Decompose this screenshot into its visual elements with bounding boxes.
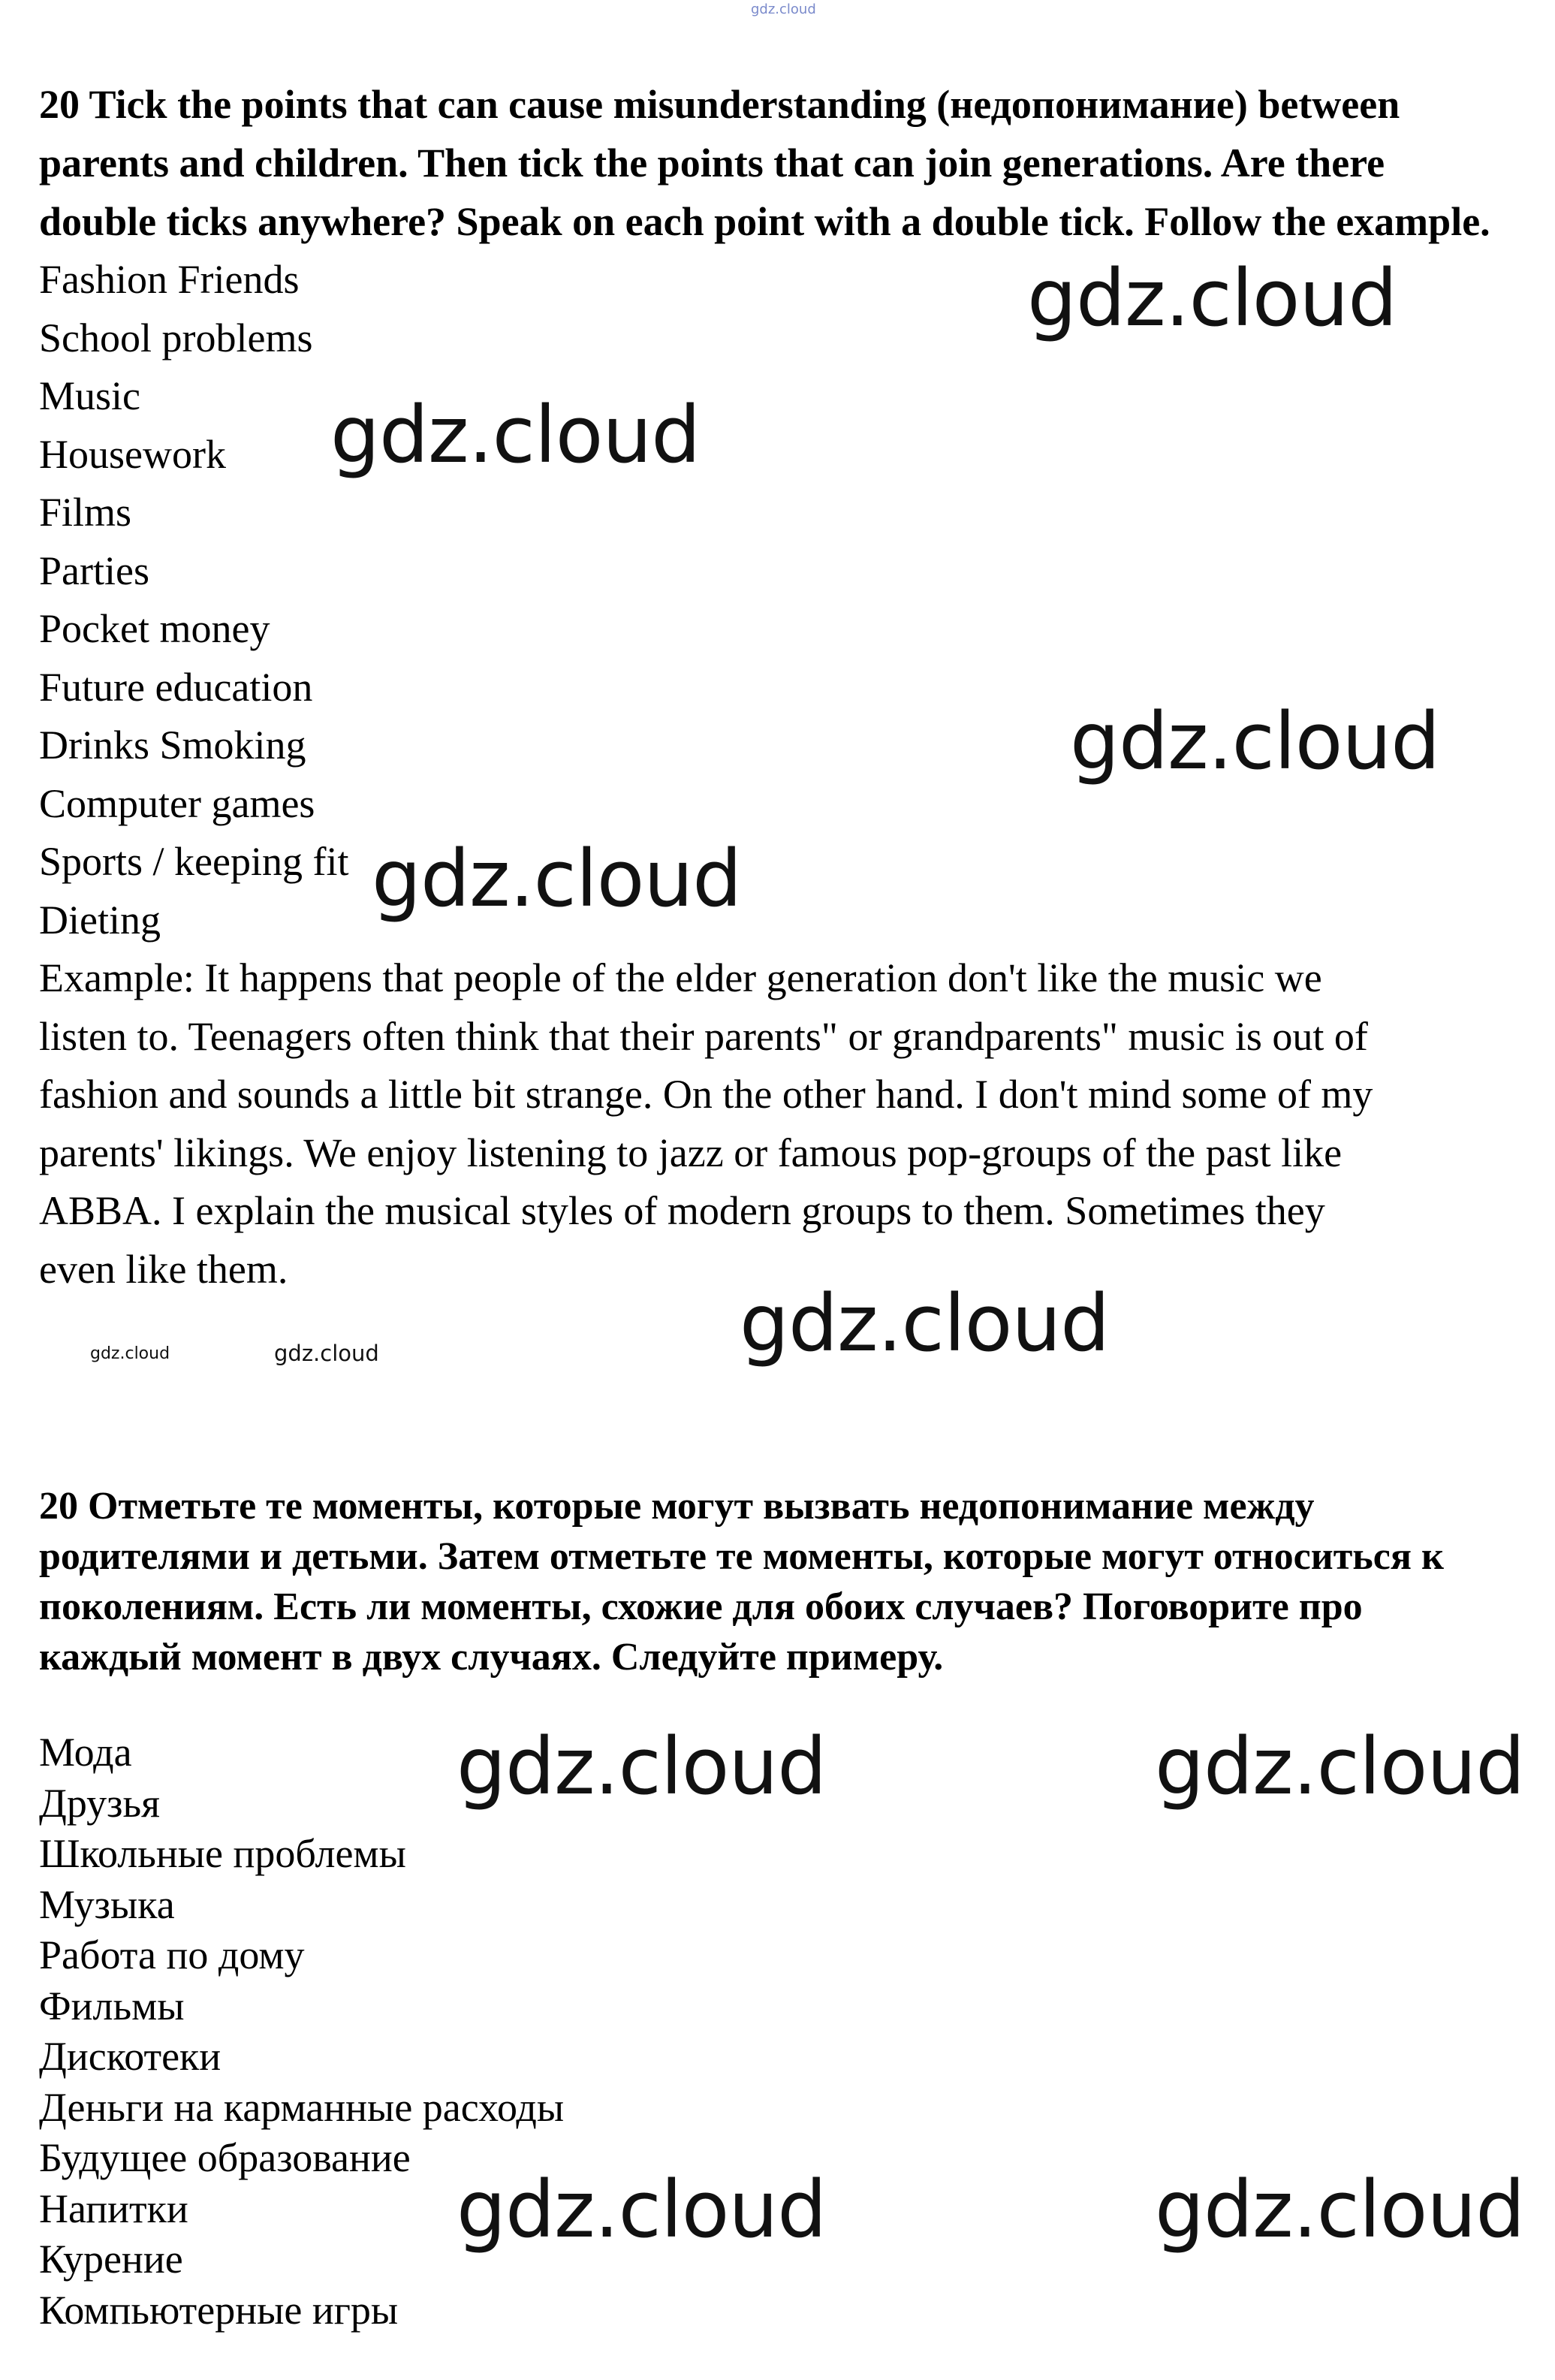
watermark: gdz.cloud (1027, 252, 1397, 344)
example-line: parents' likings. We enjoy listening to jazz or famous pop-groups of the past like (39, 1130, 1343, 1175)
top-watermark: gdz.cloud (751, 2, 816, 17)
list-item: Друзья (39, 1780, 160, 1826)
watermark: gdz.cloud (1155, 1721, 1525, 1812)
list-item: Школьные проблемы (39, 1831, 406, 1876)
list-item: Dieting (39, 897, 161, 943)
list-item: Drinks Smoking (39, 722, 306, 768)
english-example (39, 949, 1511, 1299)
list-item: Музыка (39, 1881, 175, 1927)
example-line: listen to. Teenagers often think that their parents" or grandparents" music is out of (39, 1013, 1368, 1059)
watermark: gdz.cloud (457, 2164, 827, 2255)
list-item: School problems (39, 315, 313, 360)
english-heading: 20 Tick the points that can cause misunderstanding (недопонимание) between parents and children. Then tick the points that can join generations. Are there double ticks anywhere? Speak on each point with a double tick. Follow the example. (39, 82, 1490, 244)
list-item: Напитки (39, 2185, 188, 2231)
list-item: Pocket money (39, 606, 270, 651)
list-item: Дискотеки (39, 2034, 221, 2079)
example-line: even like them. (39, 1246, 288, 1292)
watermark: gdz.cloud (740, 1277, 1110, 1369)
list-item: Работа по дому (39, 1932, 305, 1977)
list-item: Мода (39, 1730, 132, 1775)
list-item: Компьютерные игры (39, 2287, 399, 2333)
list-item: Housework (39, 431, 226, 477)
watermark-small: gdz.cloud (274, 1341, 379, 1366)
russian-heading: 20 Отметьте те моменты, которые могут вызвать недопонимание между родителями и детьми. Затем отметьте те моменты, которые могут относиться к поколениям. Есть ли моменты, схожие для обоих случаев? Поговорите про каждый момент в двух случаях. Следуйте примеру. (39, 1485, 1444, 1679)
watermark: gdz.cloud (1155, 2164, 1525, 2255)
list-item: Future education (39, 664, 313, 710)
watermark: gdz.cloud (1070, 695, 1440, 787)
list-item: Films (39, 490, 132, 535)
list-item: Курение (39, 2237, 183, 2282)
example-line: Example: It happens that people of the elder generation don't like the music we (39, 955, 1322, 1000)
list-item: Computer games (39, 780, 315, 826)
list-item: Music (39, 373, 140, 418)
watermark-small: gdz.cloud (90, 1344, 170, 1363)
list-item: Fashion Friends (39, 257, 300, 302)
list-item: Parties (39, 547, 149, 593)
list-item: Деньги на карманные расходы (39, 2084, 565, 2130)
list-item: Фильмы (39, 1983, 185, 2029)
example-line: fashion and sounds a little bit strange. On the other hand. I don't mind some of my (39, 1072, 1373, 1117)
watermark: gdz.cloud (372, 833, 742, 925)
watermark: gdz.cloud (330, 389, 701, 481)
english-items-list (39, 251, 1511, 949)
example-line: ABBA. I explain the musical styles of modern groups to them. Sometimes they (39, 1188, 1325, 1233)
list-item: Будущее образование (39, 2135, 411, 2180)
watermark: gdz.cloud (457, 1721, 827, 1812)
list-item: Sports / keeping fit (39, 839, 349, 884)
